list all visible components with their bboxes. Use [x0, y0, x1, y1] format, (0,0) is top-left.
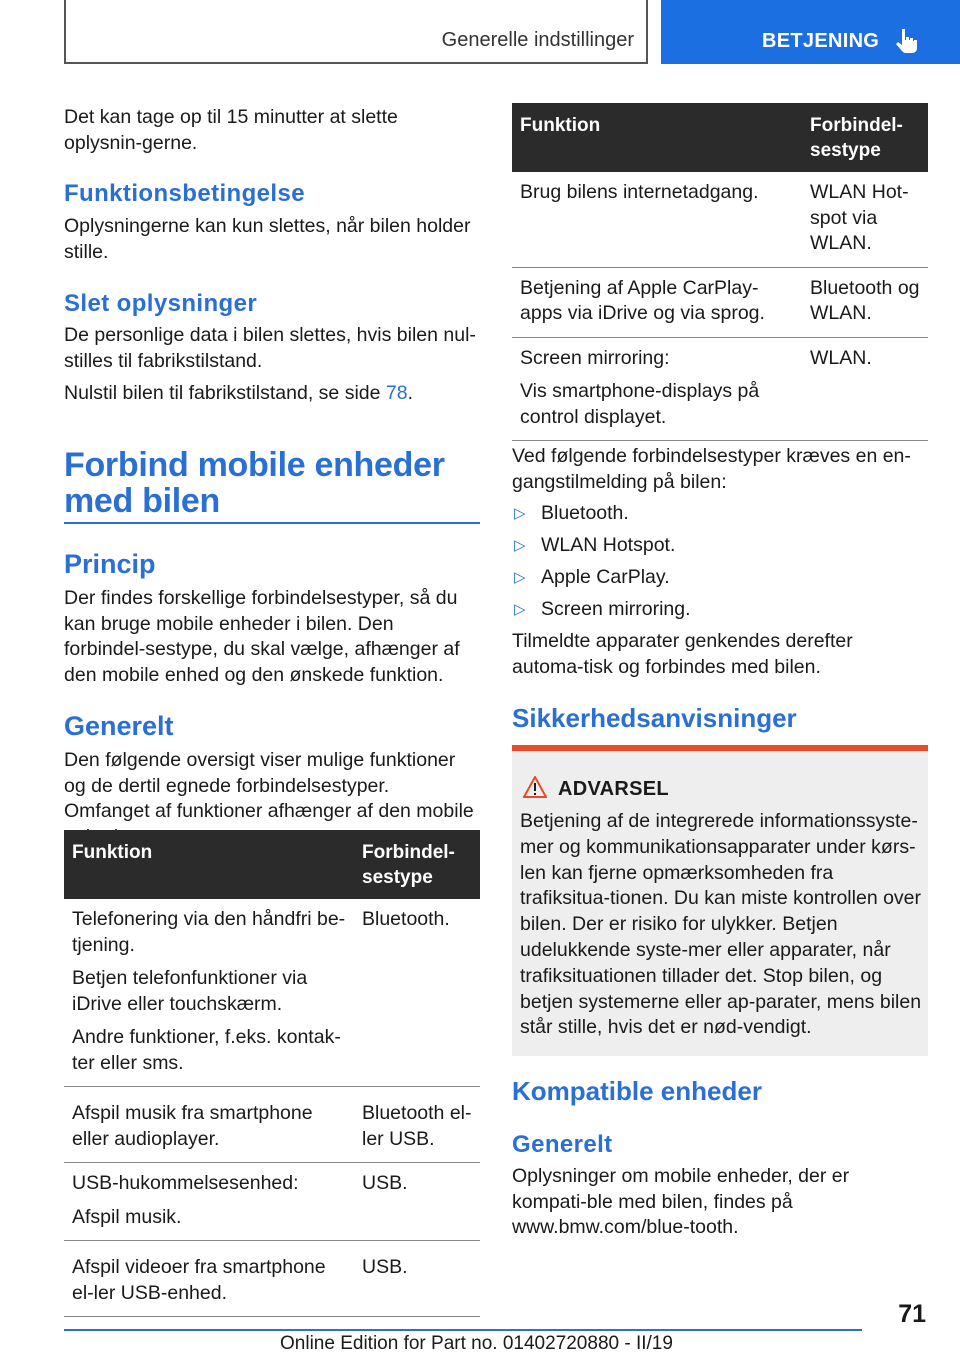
triangle-bullet-icon: ▷ — [514, 569, 526, 586]
table-row: USB-hukommelsesenhed: Afspil musik. USB. — [64, 1163, 480, 1241]
table-row: Screen mirroring: Vis smartphone-displays på control displayet. WLAN. — [512, 337, 928, 441]
column-header-funktion: Funktion — [64, 830, 354, 899]
function-table-left — [64, 830, 480, 1317]
reset-text: Nulstil bilen til fabrikstilstand, se side 78. — [64, 382, 414, 404]
list-item: ▷ Bluetooth. — [512, 501, 928, 527]
warning-text: Betjening af de integrerede informationssyste-mer og kommunikationsapparater under kørs-len kan fjerne opmærksomheden fra trafiksitua-tionen. Du kan miste kontrollen over bilen. Der er risiko for ulykker. Betjen udelukkende syste-mer eller apparater, når trafiksituationen tillader det. Stop bilen, og betjen systemerne eller ap-parater, mens bilen står stille, hvis det er nød-vendigt. — [520, 810, 922, 1039]
warning-box — [512, 745, 928, 1056]
header-section-title: Generelle indstillinger — [441, 29, 634, 51]
principle-text: Der findes forskellige forbindelsestyper, så du kan bruge mobile enheder i bilen. Den forbindel-sestype, du skal vælge, afhænger af den mobile enhed og den ønskede funktion. — [64, 587, 460, 686]
heading-sikkerhedsanvisninger: Sikkerhedsanvisninger — [512, 703, 797, 733]
table-row: Telefonering via den håndfri be-tjening. Betjen telefonfunktioner via iDrive eller touchskærm. Andre funktioner, f.eks. kontak-ter eller sms. Bluetooth. — [64, 899, 480, 1087]
header-chapter-title: BETJENING — [762, 30, 880, 52]
column-header-forbindelsestype: Forbindel- sestype — [802, 103, 928, 172]
heading-kompatible-enheder: Kompatible enheder — [512, 1076, 762, 1106]
table-row: Afspil videoer fra smartphone el-ler USB-enhed. USB. — [64, 1241, 480, 1317]
heading-generelt: Generelt — [64, 711, 174, 741]
warning-title: ADVARSEL — [558, 778, 669, 800]
table-row: Betjening af Apple CarPlay-apps via iDrive og via sprog. Bluetooth og WLAN. — [512, 267, 928, 337]
triangle-bullet-icon: ▷ — [514, 537, 526, 554]
auto-connect-text: Tilmeldte apparater genkendes derefter automa-tisk og forbindes med bilen. — [512, 630, 853, 678]
intro-text: Det kan tage op til 15 minutter at slette oplysnin-gerne. — [64, 106, 398, 154]
footer-rule — [64, 1329, 862, 1331]
triangle-bullet-icon: ▷ — [514, 601, 526, 618]
main-title: Forbind mobile enheder med bilen — [64, 446, 445, 520]
header-section-box — [64, 0, 648, 64]
function-table-right — [512, 103, 928, 441]
triangle-bullet-icon: ▷ — [514, 505, 526, 522]
edition-text: Online Edition for Part no. 01402720880 - II/19 — [280, 1333, 673, 1354]
warning-triangle-icon — [523, 776, 547, 798]
heading-funktionsbetingelse: Funktionsbetingelse — [64, 180, 305, 207]
condition-text: Oplysningerne kan kun slettes, når bilen holder stille. — [64, 215, 471, 263]
compat-text: Oplysninger om mobile enheder, der er kompati-ble med bilen, findes på www.bmw.com/blue-tooth. — [512, 1165, 850, 1238]
general-text: Den følgende oversigt viser mulige funktioner og de dertil egnede forbindelsestyper. Omfanget af funktioner afhænger af den mobile — [64, 749, 474, 822]
page-number: 71 — [898, 1300, 926, 1328]
heading-generelt-2: Generelt — [512, 1131, 613, 1158]
login-text: Ved følgende forbindelsestyper kræves en en-gangstilmelding på bilen: — [512, 445, 911, 493]
hand-pointer-icon — [893, 26, 921, 54]
title-rule — [64, 522, 480, 524]
list-item: ▷ Apple CarPlay. — [512, 565, 928, 591]
column-header-funktion: Funktion — [512, 103, 802, 172]
list-item: ▷ WLAN Hotspot. — [512, 533, 928, 559]
table-row: Afspil musik fra smartphone eller audioplayer. Bluetooth el-ler USB. — [64, 1087, 480, 1163]
connection-type-list — [512, 501, 928, 629]
page-link-78[interactable]: 78 — [385, 382, 408, 404]
heading-princip: Princip — [64, 549, 156, 579]
header-chapter-tab — [661, 0, 960, 64]
heading-slet-oplysninger: Slet oplysninger — [64, 290, 258, 317]
delete-text: De personlige data i bilen slettes, hvis bilen nul-stilles til fabrikstilstand. — [64, 324, 476, 372]
table-row: Brug bilens internetadgang. WLAN Hot-spot via WLAN. — [512, 172, 928, 267]
column-header-forbindelsestype: Forbindel- sestype — [354, 830, 480, 899]
list-item: ▷ Screen mirroring. — [512, 597, 928, 623]
